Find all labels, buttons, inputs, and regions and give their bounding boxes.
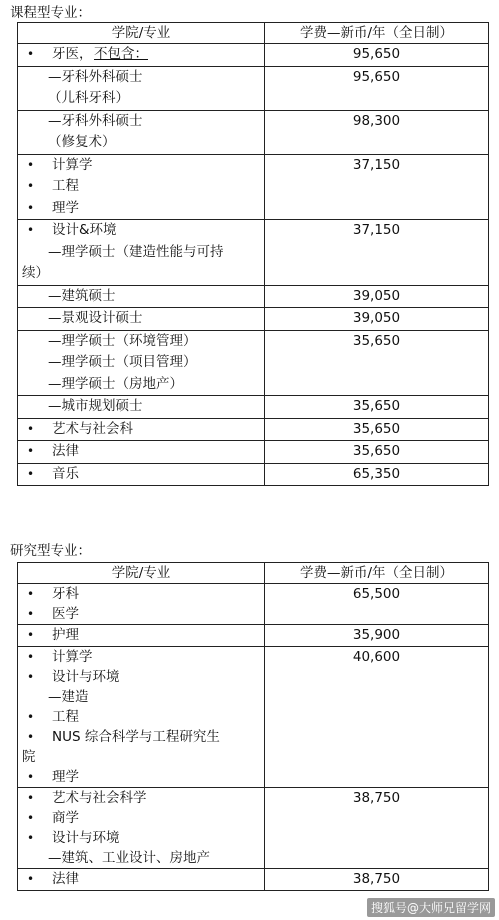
list-item (18, 155, 264, 177)
school-cell (18, 66, 265, 110)
bullet-icon: • (27, 157, 35, 172)
list-item (18, 869, 264, 889)
bullet-icon: • (27, 770, 35, 784)
list-item (18, 67, 264, 89)
list-item (18, 788, 264, 808)
list-item (18, 441, 264, 463)
item-label: 院 (22, 749, 36, 765)
school-cell (18, 44, 265, 67)
list-item (18, 242, 264, 264)
item-label: 护理 (52, 627, 79, 643)
bullet-icon: • (27, 831, 35, 845)
coursework-fee-table (17, 22, 489, 486)
table-row (18, 869, 489, 891)
table-row (18, 584, 489, 625)
item-label: 牙科 (52, 586, 79, 602)
school-cell (18, 625, 265, 647)
bullet-icon: • (27, 628, 35, 642)
item-label: 设计与环境 (52, 830, 120, 846)
item-label: —建造 (48, 689, 89, 705)
item-label: 工程 (52, 709, 79, 725)
item-label: —城市规划硕士 (48, 398, 143, 414)
list-item (18, 176, 264, 198)
fee-column-header: 学费—新币/年（全日制） (265, 23, 489, 44)
table-row (18, 154, 489, 220)
list-item (18, 44, 264, 66)
fee-cell: 35,650 (265, 330, 489, 396)
item-label: 法律 (52, 871, 79, 887)
bullet-icon: • (27, 811, 35, 825)
list-item (18, 604, 264, 624)
table-row (18, 647, 489, 788)
list-item (18, 396, 264, 418)
school-cell (18, 220, 265, 286)
item-label: 计算学 (52, 649, 93, 665)
table-header-row (18, 563, 489, 584)
fee-cell: 35,650 (265, 441, 489, 464)
item-label: （修复术） (48, 134, 116, 150)
fee-cell: 95,650 (265, 66, 489, 110)
list-item (18, 727, 264, 747)
school-column-header: 学院/专业 (18, 563, 265, 584)
list-item (18, 111, 264, 133)
item-label: 法律 (52, 443, 79, 459)
item-label: 设计&环境 (52, 222, 117, 238)
list-item (18, 747, 264, 767)
bullet-icon: • (27, 710, 35, 724)
list-item (18, 808, 264, 828)
school-cell (18, 441, 265, 464)
fee-column-header: 学费—新币/年（全日制） (265, 563, 489, 584)
list-item (18, 263, 264, 285)
bullet-icon: • (27, 650, 35, 664)
item-label: —建筑、工业设计、房地产 (48, 850, 210, 866)
fee-cell: 39,050 (265, 285, 489, 308)
item-label: 计算学 (52, 156, 93, 173)
bullet-icon: • (27, 47, 35, 61)
fee-cell: 98,300 (265, 110, 489, 154)
list-item (18, 198, 264, 220)
fee-cell: 39,050 (265, 308, 489, 331)
bullet-icon: • (27, 223, 35, 237)
list-item (18, 419, 264, 441)
bullet-icon: • (27, 791, 35, 805)
fee-cell: 65,350 (265, 463, 489, 486)
item-label: 商学 (52, 810, 79, 826)
list-item (18, 707, 264, 727)
list-item (18, 132, 264, 154)
school-cell (18, 463, 265, 486)
school-cell (18, 584, 265, 625)
table-row (18, 285, 489, 308)
fee-cell: 35,650 (265, 418, 489, 441)
item-label: 工程 (52, 178, 79, 194)
list-item (18, 767, 264, 787)
list-item (18, 848, 264, 868)
item-label: 续） (22, 265, 49, 281)
table-row (18, 220, 489, 286)
item-label: 设计与环境 (52, 669, 120, 685)
item-label: —理学硕士（房地产） (48, 375, 183, 392)
fee-cell: 95,650 (265, 44, 489, 67)
bullet-icon: • (27, 670, 35, 684)
school-cell (18, 418, 265, 441)
item-label: —牙科外科硕士 (48, 112, 143, 129)
table-row (18, 625, 489, 647)
item-label: 艺术与社会科 (52, 420, 133, 437)
table-row (18, 396, 489, 419)
coursework-section-title: 课程型专业： (10, 5, 91, 21)
item-label: 医学 (52, 606, 79, 622)
bullet-icon: • (27, 200, 35, 215)
bullet-icon: • (27, 872, 35, 886)
bullet-icon: • (27, 179, 35, 193)
item-label: —理学硕士（项目管理） (48, 354, 197, 370)
item-label: NUS 综合科学与工程研究生 (52, 729, 220, 745)
research-fee-table (17, 562, 489, 891)
list-item (18, 220, 264, 242)
bullet-icon: • (27, 421, 35, 436)
table-row (18, 441, 489, 464)
table-row (18, 44, 489, 67)
table-row (18, 788, 489, 869)
item-label: 艺术与社会科学 (52, 790, 147, 806)
list-item (18, 88, 264, 110)
list-item (18, 352, 264, 374)
fee-cell: 65,500 (265, 584, 489, 625)
list-item (18, 464, 264, 486)
fee-cell: 38,750 (265, 788, 489, 869)
fee-cell: 40,600 (265, 647, 489, 788)
table-row (18, 66, 489, 110)
list-item (18, 647, 264, 667)
school-cell (18, 330, 265, 396)
table-row (18, 330, 489, 396)
list-item (18, 286, 264, 308)
fee-cell: 35,900 (265, 625, 489, 647)
school-cell (18, 285, 265, 308)
school-cell (18, 647, 265, 788)
list-item (18, 331, 264, 353)
school-cell (18, 308, 265, 331)
school-cell (18, 396, 265, 419)
item-label: （儿科牙科） (48, 90, 129, 106)
bullet-icon: • (27, 466, 35, 481)
list-item (18, 308, 264, 330)
list-item (18, 625, 264, 645)
item-label: 音乐 (52, 465, 79, 482)
research-section-title: 研究型专业： (10, 543, 91, 559)
school-cell (18, 869, 265, 891)
list-item (18, 374, 264, 396)
item-label: —理学硕士（环境管理） (48, 332, 197, 349)
school-cell (18, 110, 265, 154)
item-label: —牙科外科硕士 (48, 68, 143, 85)
list-item (18, 828, 264, 848)
fee-cell: 37,150 (265, 220, 489, 286)
item-label: —理学硕士（建造性能与可持 (48, 243, 224, 260)
item-label: 牙医， (52, 46, 93, 62)
fee-cell: 37,150 (265, 154, 489, 220)
list-item (18, 667, 264, 687)
table-row (18, 308, 489, 331)
list-item (18, 584, 264, 604)
table-row (18, 418, 489, 441)
item-label: —景观设计硕士 (48, 310, 143, 326)
watermark: 搜狐号@大师兄留学网 (367, 898, 495, 917)
bullet-icon: • (27, 607, 35, 621)
item-label: —建筑硕士 (48, 287, 116, 304)
table-header-row (18, 23, 489, 44)
item-label-underlined: 不包含： (94, 46, 148, 62)
bullet-icon: • (27, 730, 35, 744)
fee-cell: 38,750 (265, 869, 489, 891)
school-cell (18, 154, 265, 220)
school-column-header: 学院/专业 (18, 23, 265, 44)
fee-cell: 35,650 (265, 396, 489, 419)
list-item (18, 687, 264, 707)
school-cell (18, 788, 265, 869)
item-label: 理学 (52, 769, 79, 785)
table-row (18, 463, 489, 486)
bullet-icon: • (27, 444, 35, 458)
bullet-icon: • (27, 587, 35, 601)
table-row (18, 110, 489, 154)
item-label: 理学 (52, 199, 79, 216)
